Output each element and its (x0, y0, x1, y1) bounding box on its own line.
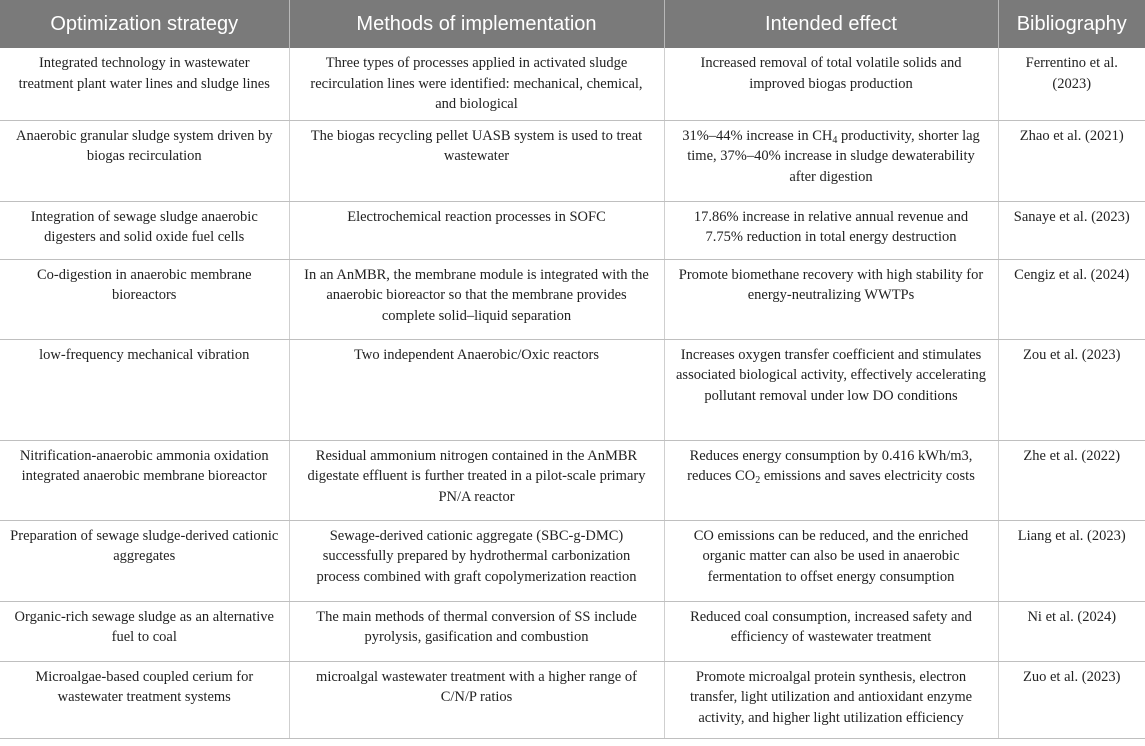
method-cell: Two independent Anaerobic/Oxic reactors (289, 339, 664, 440)
effect-text: 31%–44% increase in CH (682, 127, 833, 144)
table-row (0, 661, 1145, 738)
table-row (0, 520, 1145, 601)
bibliography-cell: Sanaye et al. (2023) (998, 201, 1145, 259)
strategy-cell: Integration of sewage sludge anaerobic digesters and solid oxide fuel cells (0, 201, 289, 259)
header-methods-of-implementation: Methods of implementation (289, 0, 664, 48)
table-row (0, 601, 1145, 661)
strategy-cell: Co-digestion in anaerobic membrane bioreactors (0, 259, 289, 339)
bibliography-cell: Ferrentino et al. (2023) (998, 48, 1145, 120)
table-row (0, 48, 1145, 120)
strategy-cell: Microalgae-based coupled cerium for wastewater treatment systems (0, 661, 289, 738)
method-cell: Three types of processes applied in activated sludge recirculation lines were identified: mechanical, chemical, and biological (289, 48, 664, 120)
header-intended-effect: Intended effect (664, 0, 998, 48)
table-row (0, 339, 1145, 440)
method-cell: The main methods of thermal conversion of SS include pyrolysis, gasification and combustion (289, 601, 664, 661)
effect-text: emissions and saves electricity costs (760, 468, 975, 484)
method-cell: The biogas recycling pellet UASB system is used to treat wastewater (289, 120, 664, 201)
header-optimization-strategy: Optimization strategy (0, 0, 289, 48)
strategy-cell: low-frequency mechanical vibration (0, 339, 289, 440)
bibliography-cell: Zou et al. (2023) (998, 339, 1145, 440)
effect-subscript: 4 (832, 134, 838, 146)
effect-text: Reduces energy consumption by 0.416 kWh/m3, reduces CO (687, 447, 973, 484)
strategy-cell: Nitrification-anaerobic ammonia oxidation integrated anaerobic membrane bioreactor (0, 440, 289, 520)
table-body (0, 48, 1145, 738)
header-row (0, 0, 1145, 48)
table-row (0, 440, 1145, 520)
bibliography-cell: Zhao et al. (2021) (998, 120, 1145, 201)
effect-cell: Increased removal of total volatile solids and improved biogas production (664, 48, 998, 120)
table-header (0, 0, 1145, 48)
effect-cell: 17.86% increase in relative annual revenue and 7.75% reduction in total energy destruction (664, 201, 998, 259)
strategy-cell: Organic-rich sewage sludge as an alternative fuel to coal (0, 601, 289, 661)
effect-cell: CO emissions can be reduced, and the enriched organic matter can also be used in anaerobic fermentation to offset energy consumption (664, 520, 998, 601)
bibliography-cell: Cengiz et al. (2024) (998, 259, 1145, 339)
effect-cell: Promote biomethane recovery with high stability for energy-neutralizing WWTPs (664, 259, 998, 339)
method-cell: Residual ammonium nitrogen contained in the AnMBR digestate effluent is further treated in a pilot-scale primary PN/A reactor (289, 440, 664, 520)
bibliography-cell: Zuo et al. (2023) (998, 661, 1145, 738)
strategy-cell: Integrated technology in wastewater treatment plant water lines and sludge lines (0, 48, 289, 120)
method-cell: Electrochemical reaction processes in SOFC (289, 201, 664, 259)
header-bibliography: Bibliography (998, 0, 1145, 48)
effect-text: productivity, shorter lag time, 37%–40% increase in sludge dewaterability after digestion (687, 127, 980, 185)
strategy-cell: Anaerobic granular sludge system driven by biogas recirculation (0, 120, 289, 201)
table-row (0, 201, 1145, 259)
table-row (0, 259, 1145, 339)
table-row (0, 120, 1145, 201)
bibliography-cell: Ni et al. (2024) (998, 601, 1145, 661)
effect-cell: Increases oxygen transfer coefficient and stimulates associated biological activity, effectively accelerating pollutant removal under low DO conditions (664, 339, 998, 440)
bibliography-cell: Liang et al. (2023) (998, 520, 1145, 601)
effect-cell (664, 120, 998, 201)
method-cell: In an AnMBR, the membrane module is integrated with the anaerobic bioreactor so that the membrane provides complete solid–liquid separation (289, 259, 664, 339)
method-cell: Sewage-derived cationic aggregate (SBC-g-DMC) successfully prepared by hydrothermal carbonization process combined with graft copolymerization reaction (289, 520, 664, 601)
bibliography-cell: Zhe et al. (2022) (998, 440, 1145, 520)
effect-cell (664, 440, 998, 520)
effect-cell: Reduced coal consumption, increased safety and efficiency of wastewater treatment (664, 601, 998, 661)
effect-subscript: 2 (755, 475, 761, 486)
effect-cell: Promote microalgal protein synthesis, electron transfer, light utilization and antioxidant enzyme activity, and higher light utilization efficiency (664, 661, 998, 738)
strategy-cell: Preparation of sewage sludge-derived cationic aggregates (0, 520, 289, 601)
method-cell: microalgal wastewater treatment with a higher range of C/N/P ratios (289, 661, 664, 738)
